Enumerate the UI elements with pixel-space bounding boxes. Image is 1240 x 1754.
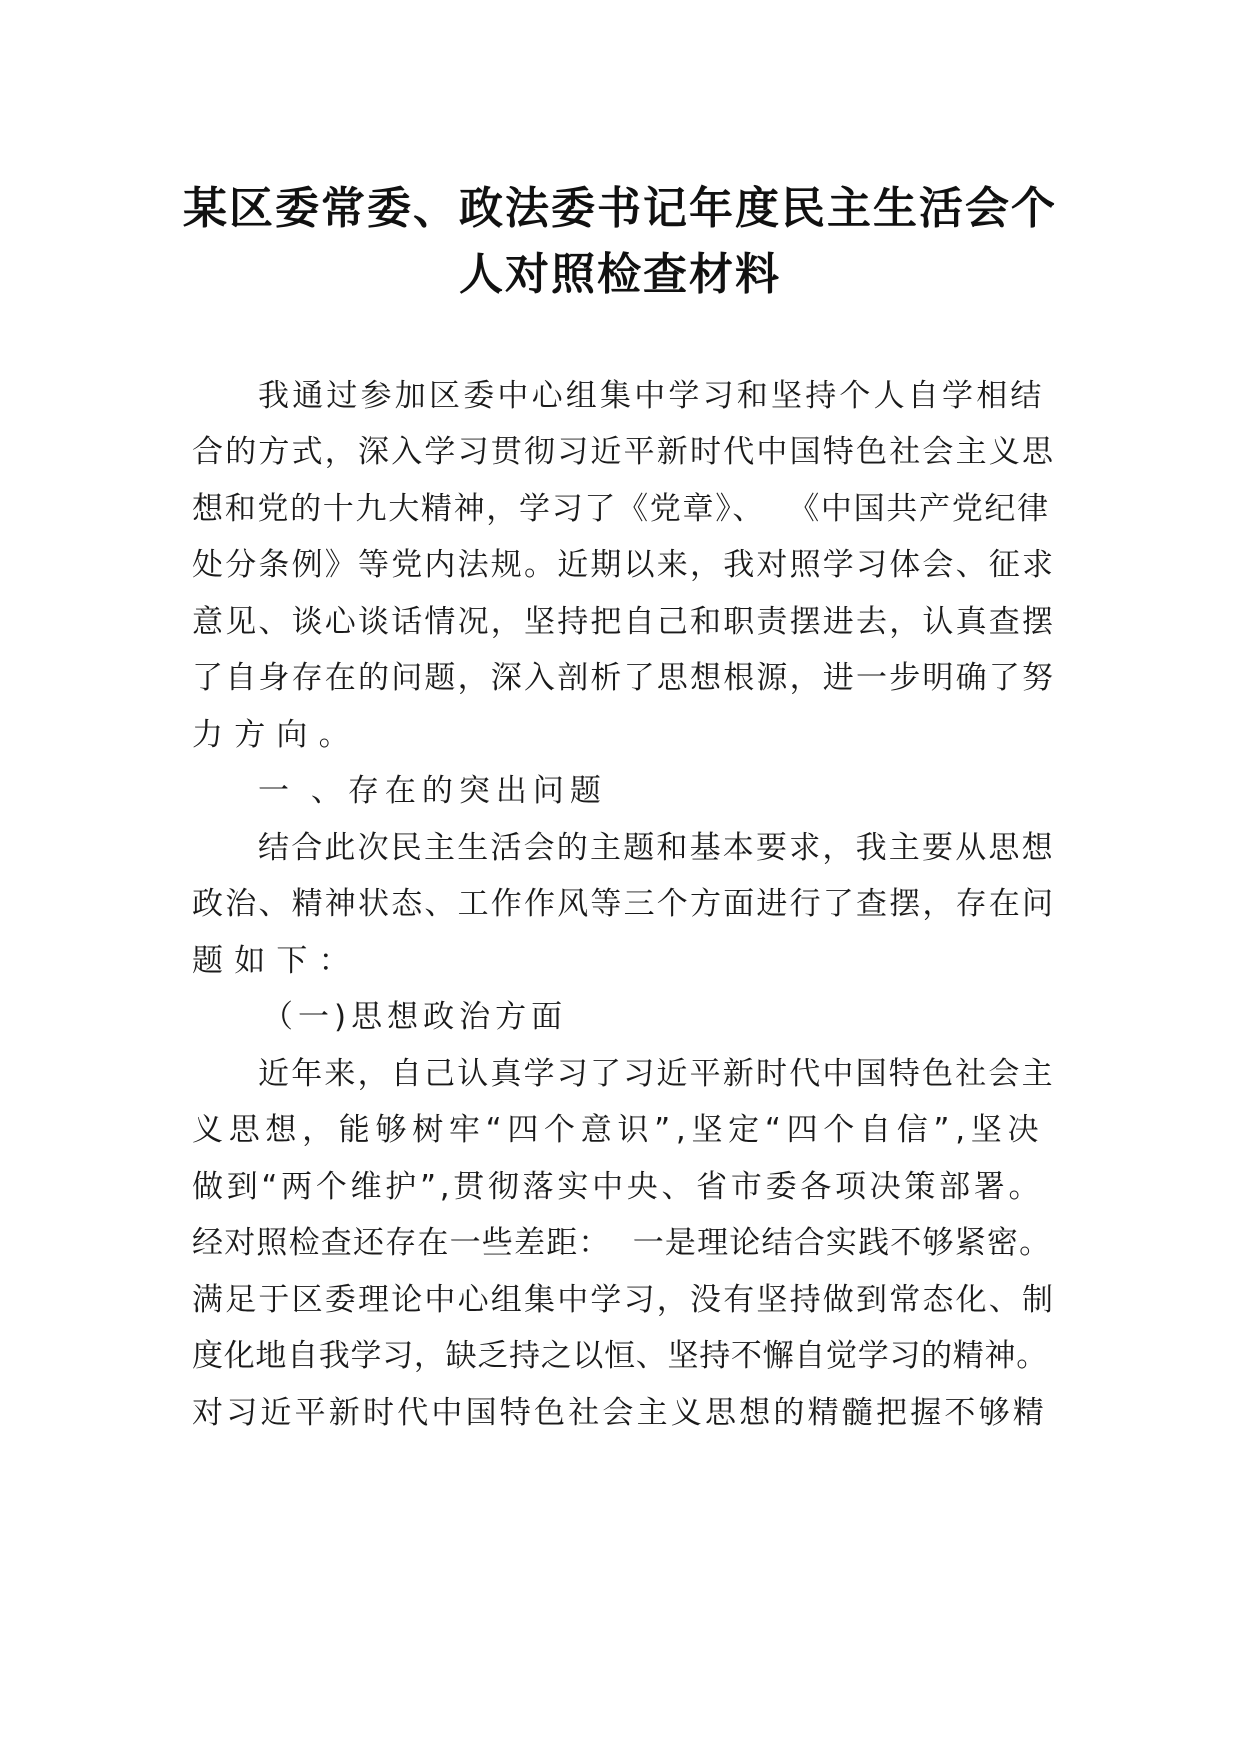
paragraph-1-line-1: 我通过参加区委中心组集中学习和坚持个人自学相结 bbox=[258, 378, 1045, 414]
paragraph-3-line-7: 对习近平新时代中国特色社会主义思想的精髓把握不够精 bbox=[192, 1395, 1047, 1431]
paragraph-1-line-6: 了自身存在的问题，深入剖析了思想根源，进一步明确了努 bbox=[192, 660, 1056, 696]
paragraph-2-line-2: 政治、精神状态、工作作风等三个方面进行了查摆，存在问 bbox=[192, 886, 1056, 922]
paragraph-3-line-6: 度化地自我学习，缺乏持之以恒、坚持不懈自觉学习的精神。 bbox=[192, 1338, 1048, 1374]
paragraph-3-line-5: 满足于区委理论中心组集中学习，没有坚持做到常态化、制 bbox=[192, 1282, 1056, 1318]
subsection-1-heading: （一)思想政治方面 bbox=[262, 999, 568, 1035]
document-title-line-1: 某区委常委、政法委书记年度民主生活会个 bbox=[183, 183, 1057, 234]
paragraph-1-line-4: 处分条例》等党内法规。近期以来，我对照学习体会、征求 bbox=[192, 547, 1056, 583]
paragraph-1-line-7: 力方向。 bbox=[192, 717, 361, 753]
paragraph-2-line-1: 结合此次民主生活会的主题和基本要求，我主要从思想 bbox=[258, 830, 1055, 866]
paragraph-3-line-3: 做到“两个维护”,贯彻落实中央、省市委各项决策部署。 bbox=[192, 1169, 1044, 1205]
paragraph-3-line-1: 近年来，自己认真学习了习近平新时代中国特色社会主 bbox=[258, 1056, 1055, 1092]
paragraph-1-line-2: 合的方式，深入学习贯彻习近平新时代中国特色社会主义思 bbox=[192, 434, 1056, 470]
document-title-line-2: 人对照检查材料 bbox=[459, 249, 781, 300]
paragraph-3-line-2: 义思想，能够树牢“四个意识”,坚定“四个自信”,坚决 bbox=[192, 1112, 1045, 1148]
paragraph-2-line-3: 题如下： bbox=[192, 943, 361, 979]
section-1-heading: 一 、存在的突出问题 bbox=[258, 773, 607, 809]
paragraph-1-line-5: 意见、谈心谈话情况，坚持把自己和职责摆进去，认真查摆 bbox=[192, 604, 1056, 640]
paragraph-1-line-3: 想和党的十九大精神，学习了《党章》、 《中国共产党纪律 bbox=[192, 491, 1050, 527]
paragraph-3-line-4: 经对照检查还存在一些差距： 一是理论结合实践不够紧密。 bbox=[192, 1225, 1052, 1261]
